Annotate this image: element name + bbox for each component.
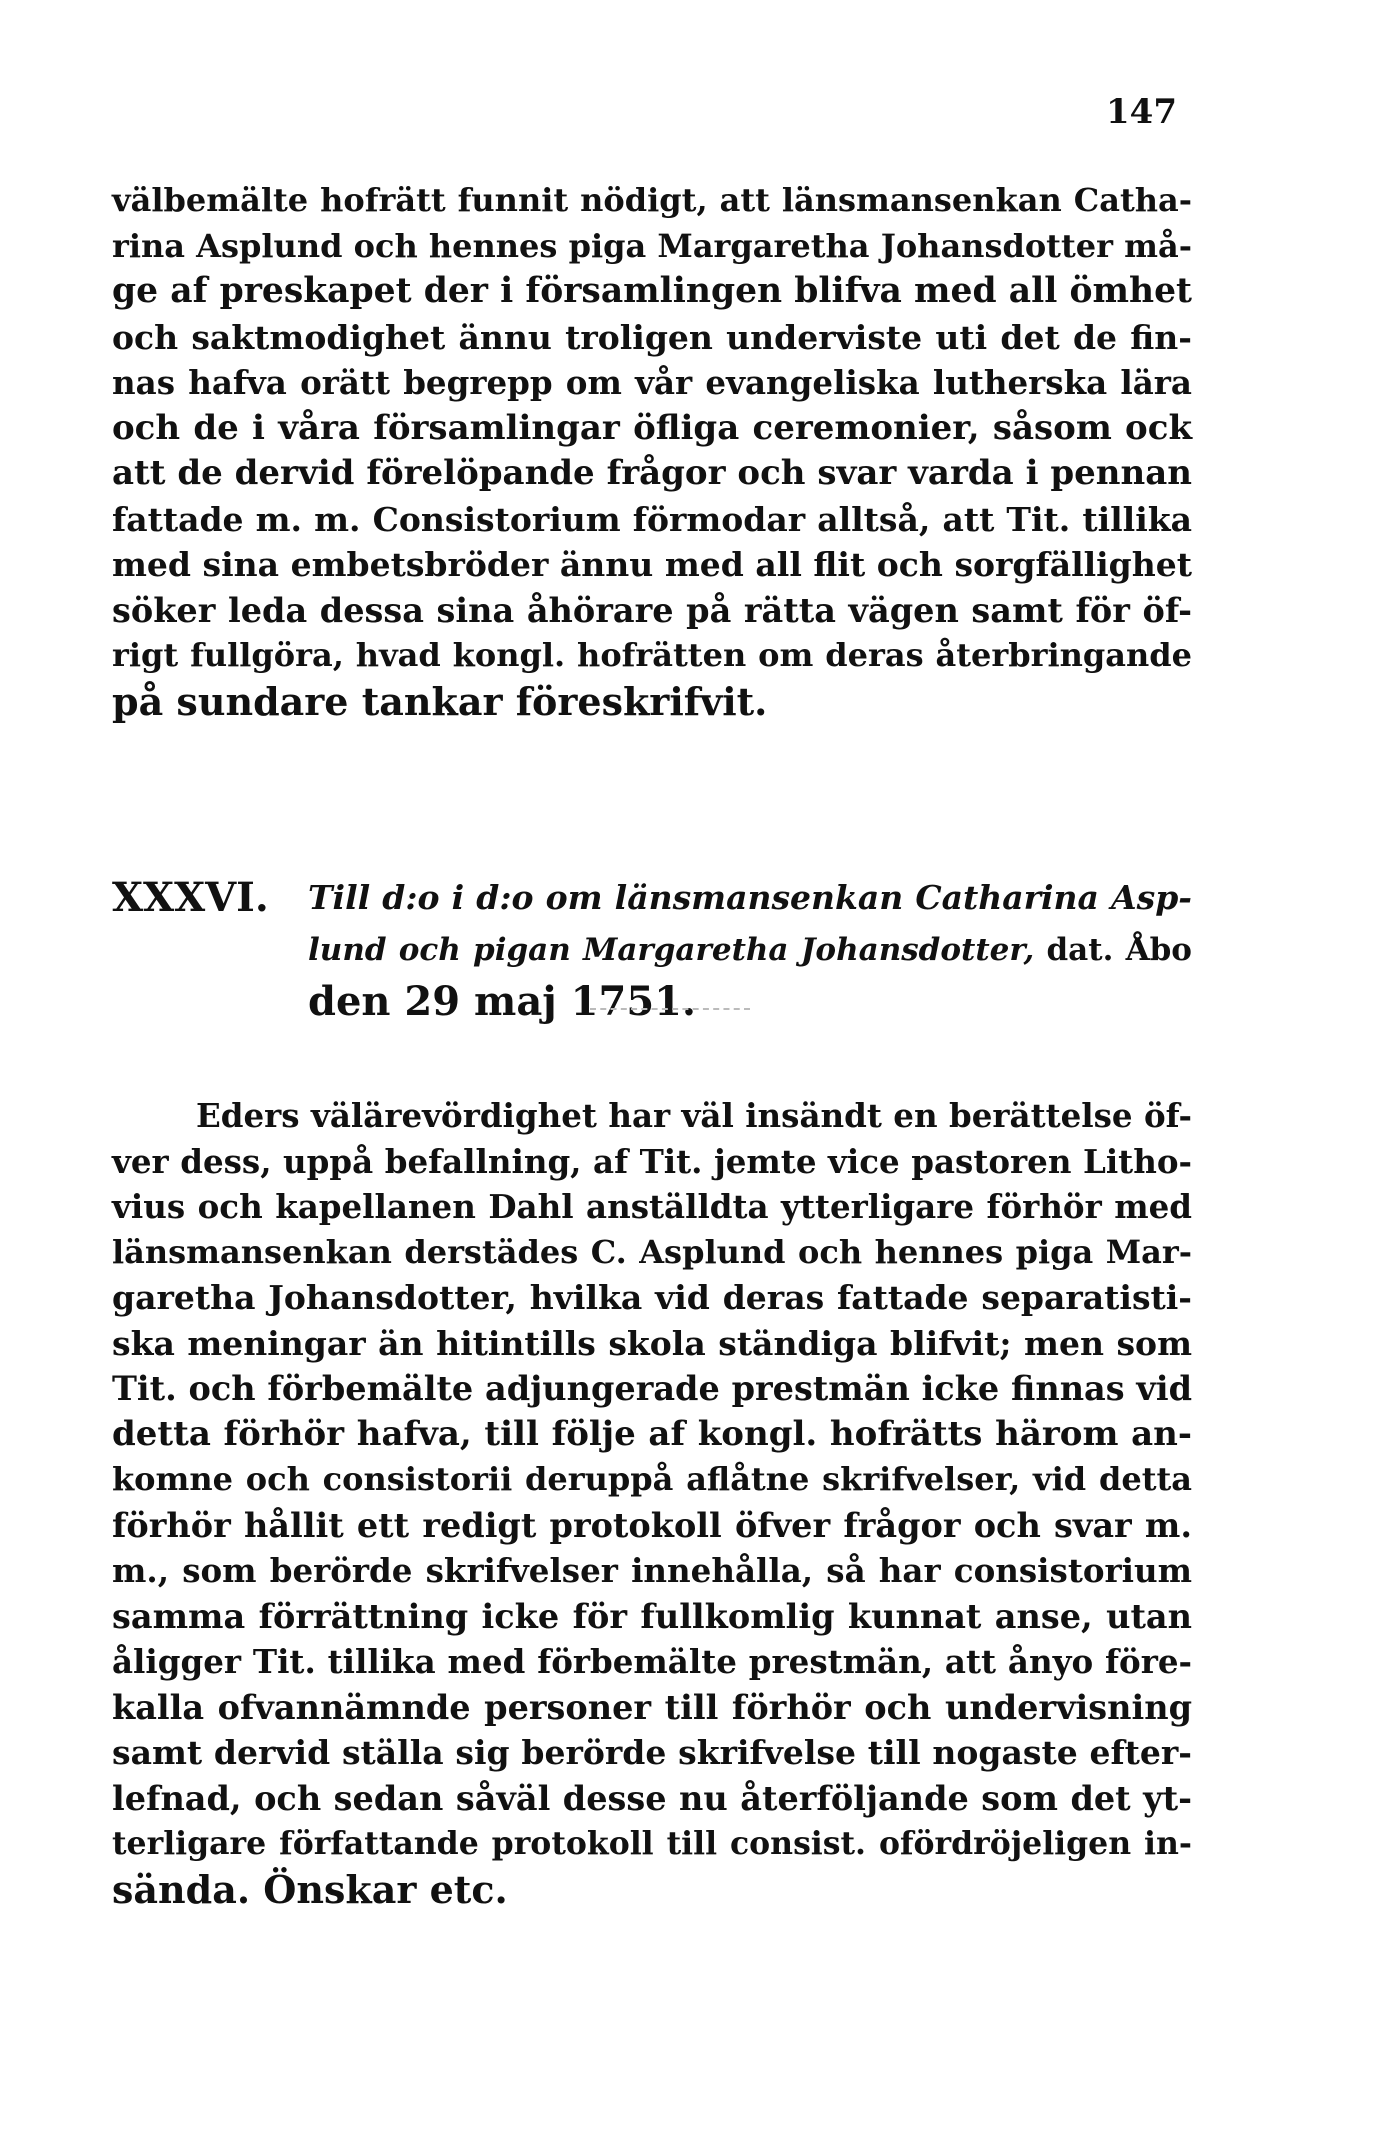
paragraph-1	[112, 178, 1192, 724]
heading-italic-part: lund och pigan Margaretha Johansdotter,	[308, 932, 1035, 968]
text-line: rigt fullgöra, hvad kongl. hofrätten om deras återbringande	[112, 636, 1192, 674]
text-line: samt dervid ställa sig berörde skrifvelse till nogaste efter-	[112, 1733, 1192, 1772]
divider	[590, 1008, 750, 1012]
text-line: rina Asplund och hennes piga Margaretha Johansdotter må-	[112, 226, 1192, 265]
text-line: lefnad, och sedan såväl desse nu återföljande som det yt-	[112, 1778, 1192, 1818]
text-line: med sina embetsbröder ännu med all flit och sorgfällighet	[112, 545, 1192, 584]
text-line: nas hafva orätt begrepp om vår evangeliska lutherska lära	[112, 363, 1192, 402]
text-line: m., som berörde skrifvelser innehålla, så har consistorium	[112, 1551, 1192, 1590]
text-line: länsmansenkan derstädes C. Asplund och hennes piga Mar-	[112, 1232, 1192, 1271]
heading-line: Till d:o i d:o om länsmansenkan Catharina Asp-	[308, 878, 1192, 917]
text-line: söker leda dessa sina åhörare på rätta vägen samt för öf-	[112, 590, 1192, 630]
text-line: förhör hållit ett redigt protokoll öfver frågor och svar m.	[112, 1505, 1192, 1545]
text-line: samma förrättning icke för fullkomlig kunnat anse, utan	[112, 1596, 1192, 1636]
text-line: fattade m. m. Consistorium förmodar alltså, att Tit. tillika	[112, 499, 1192, 539]
text-line: ge af preskapet der i församlingen blifva med all ömhet	[112, 271, 1192, 311]
text-line: att de dervid förelöpande frågor och svar varda i pennan	[112, 453, 1192, 493]
heading-line: den 29 maj 1751.	[308, 978, 696, 1025]
heading-line	[308, 924, 1192, 976]
page-number: 147	[1106, 92, 1177, 132]
text-line: kalla ofvannämnde personer till förhör och undervisning	[112, 1687, 1192, 1727]
text-line: åligger Tit. tillika med förbemälte prestmän, att ånyo före-	[112, 1642, 1192, 1681]
text-line: Tit. och förbemälte adjungerade prestmän icke finnas vid	[112, 1369, 1192, 1408]
heading-date-part: dat. Åbo	[1034, 932, 1192, 968]
text-line: garetha Johansdotter, hvilka vid deras fattade separatisti-	[112, 1278, 1192, 1317]
text-line: välbemälte hofrätt funnit nödigt, att länsmansenkan Catha-	[112, 181, 1192, 219]
section-title	[308, 872, 1192, 1028]
text-line: Eders välärevördighet har väl insändt en berättelse öf-	[196, 1096, 1192, 1135]
text-line: komne och consistorii deruppå aflåtne skrifvelser, vid detta	[112, 1460, 1192, 1498]
text-line: och de i våra församlingar öfliga ceremonier, såsom ock	[112, 407, 1192, 448]
paragraph-2	[112, 1093, 1192, 1912]
text-line: terligare författande protokoll till consist. ofördröjeligen in-	[112, 1825, 1192, 1862]
text-line: på sundare tankar föreskrifvit.	[112, 678, 768, 724]
text-line: ska meningar än hitintills skola ständiga blifvit; men som	[112, 1323, 1192, 1363]
text-line: vius och kapellanen Dahl anställdta ytterligare förhör med	[112, 1187, 1192, 1226]
text-line: sända. Önskar etc.	[112, 1866, 508, 1912]
text-line: och saktmodighet ännu troligen underviste uti det de fin-	[112, 317, 1192, 357]
section-number: XXXVI.	[112, 874, 269, 921]
text-line: ver dess, uppå befallning, af Tit. jemte vice pastoren Litho-	[112, 1141, 1192, 1181]
text-line: detta förhör hafva, till följe af kongl. hofrätts härom an-	[112, 1413, 1192, 1454]
